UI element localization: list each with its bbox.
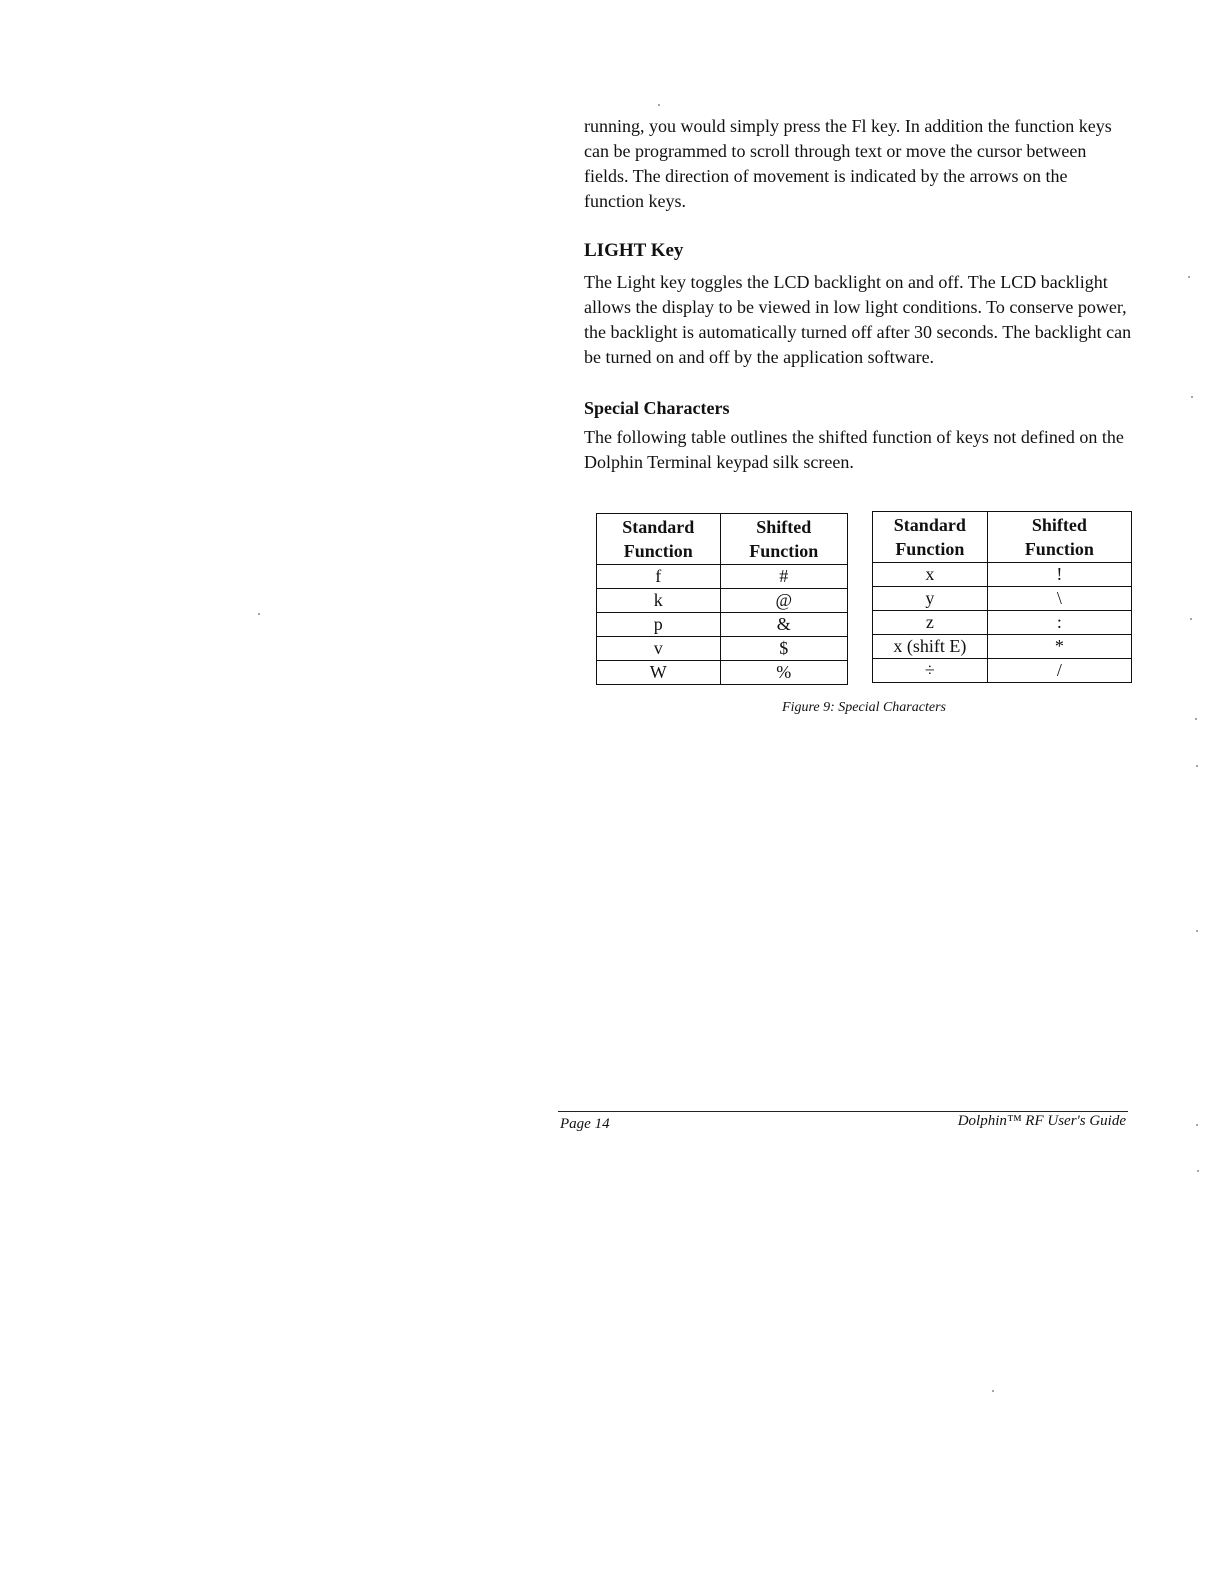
- standard-cell: k: [597, 589, 721, 613]
- standard-cell: ÷: [873, 659, 988, 683]
- header-shifted-function: Shifted Function: [720, 514, 847, 565]
- standard-cell: W: [597, 661, 721, 685]
- shifted-cell: @: [720, 589, 847, 613]
- table-row: [873, 659, 1132, 683]
- scan-speck: [1196, 1124, 1198, 1126]
- standard-cell: p: [597, 613, 721, 637]
- scan-speck: [1196, 765, 1198, 767]
- footer-divider: [558, 1111, 1128, 1112]
- scan-speck: [1197, 1170, 1199, 1172]
- table-row: [873, 635, 1132, 659]
- shifted-cell: #: [720, 565, 847, 589]
- standard-cell: x (shift E): [873, 635, 988, 659]
- shifted-cell: $: [720, 637, 847, 661]
- shifted-cell: :: [987, 611, 1131, 635]
- table-row: [597, 565, 848, 589]
- special-characters-table-right: [872, 511, 1132, 683]
- table-row: [873, 587, 1132, 611]
- shifted-cell: &: [720, 613, 847, 637]
- standard-cell: f: [597, 565, 721, 589]
- shifted-cell: !: [987, 563, 1131, 587]
- footer-document-title: Dolphin™ RF User's Guide: [957, 1113, 1126, 1129]
- special-characters-heading: Special Characters: [584, 398, 730, 418]
- header-standard-function: Standard Function: [597, 514, 721, 565]
- special-characters-table-left: [596, 513, 848, 685]
- special-characters-paragraph: The following table outlines the shifted function of keys not defined on the Dolphin Terminal keypad silk screen.: [584, 427, 1124, 472]
- table-row: [597, 637, 848, 661]
- shifted-cell: /: [987, 659, 1131, 683]
- scan-speck: [1196, 930, 1198, 932]
- header-standard-function: Standard Function: [873, 512, 988, 563]
- standard-cell: y: [873, 587, 988, 611]
- scan-speck: [1195, 718, 1197, 720]
- scan-speck: [1188, 276, 1190, 278]
- intro-paragraph: running, you would simply press the Fl key. In addition the function keys can be programmed to scroll through text or move the cursor between fields. The direction of movement is indicated by the arrows on the function keys.: [584, 116, 1112, 211]
- table-row: [597, 613, 848, 637]
- table-row: [597, 661, 848, 685]
- standard-cell: x: [873, 563, 988, 587]
- scan-speck: [1191, 396, 1193, 398]
- special-characters-tables: [596, 513, 1132, 693]
- standard-cell: v: [597, 637, 721, 661]
- scan-speck: [258, 613, 260, 615]
- header-shifted-function: Shifted Function: [987, 512, 1131, 563]
- table-row: [873, 611, 1132, 635]
- scan-speck: [1190, 618, 1192, 620]
- table-header-row: [597, 514, 848, 565]
- table-header-row: [873, 512, 1132, 563]
- shifted-cell: \: [987, 587, 1131, 611]
- standard-cell: z: [873, 611, 988, 635]
- footer-page-number: Page 14: [560, 1116, 610, 1132]
- light-key-paragraph: The Light key toggles the LCD backlight on and off. The LCD backlight allows the display to be viewed in low light conditions. To conserve power, the backlight is automatically turned off after 30 seconds. The backlight can be turned on and off by the application software.: [584, 272, 1132, 367]
- shifted-cell: %: [720, 661, 847, 685]
- table-row: [873, 563, 1132, 587]
- main-content: [584, 114, 1132, 475]
- scan-speck: [992, 1390, 994, 1392]
- shifted-cell: *: [987, 635, 1131, 659]
- scan-speck: [658, 104, 660, 106]
- light-key-heading: LIGHT Key: [584, 240, 684, 261]
- figure-caption: Figure 9: Special Characters: [782, 700, 946, 715]
- table-row: [597, 589, 848, 613]
